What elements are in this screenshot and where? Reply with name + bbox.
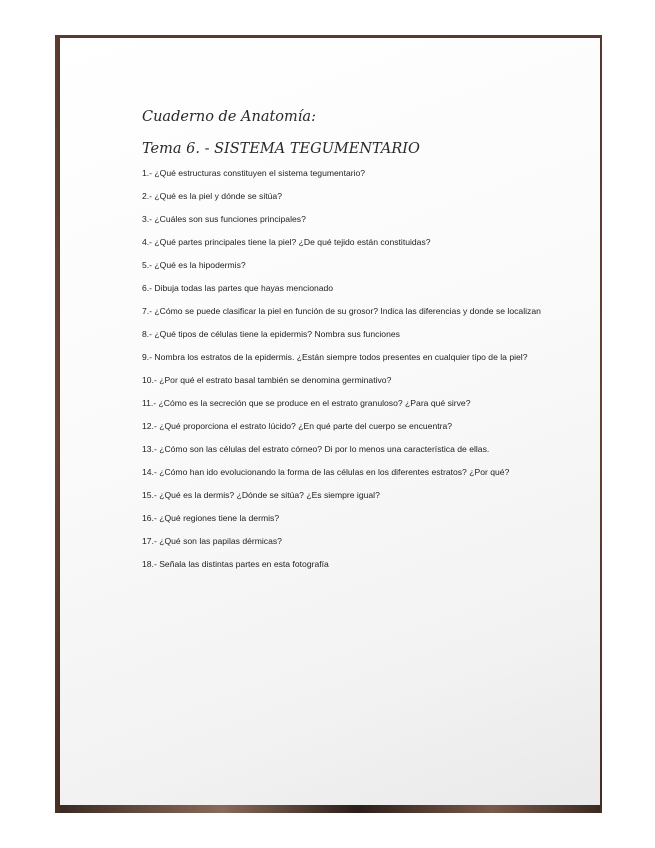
question-item: 1.- ¿Qué estructuras constituyen el sistema tegumentario? xyxy=(142,168,366,178)
question-item: 15.- ¿Qué es la dermis? ¿Dónde se sitúa? ¿Es siempre igual? xyxy=(142,490,380,500)
question-item: 18.- Señala las distintas partes en esta fotografía xyxy=(142,559,329,569)
sheet-bottom-edge xyxy=(60,805,600,813)
question-item: 10.- ¿Por qué el estrato basal también se denomina germinativo? xyxy=(142,375,392,385)
question-item: 7.- ¿Cómo se puede clasificar la piel en función de su grosor? Indica las diferencias y donde se localizan xyxy=(142,306,541,316)
question-item: 11.- ¿Cómo es la secreción que se produce en el estrato granuloso? ¿Para qué sirve? xyxy=(142,398,471,408)
worksheet-content xyxy=(142,108,542,582)
question-item: 14.- ¿Cómo han ido evolucionando la forma de las células en los diferentes estratos? ¿Por qué? xyxy=(142,467,510,477)
question-item: 16.- ¿Qué regiones tiene la dermis? xyxy=(142,513,280,523)
document-subtitle: Tema 6. - SISTEMA TEGUMENTARIO xyxy=(142,141,420,157)
question-item: 8.- ¿Qué tipos de células tiene la epidermis? Nombra sus funciones xyxy=(142,329,400,339)
question-item: 9.- Nombra los estratos de la epidermis. ¿Están siempre todos presentes en cualquier tipo de la piel? xyxy=(142,352,528,362)
question-list xyxy=(142,168,542,571)
question-item: 2.- ¿Qué es la piel y dónde se sitúa? xyxy=(142,191,282,201)
question-item: 17.- ¿Qué son las papilas dérmicas? xyxy=(142,536,282,546)
question-item: 13.- ¿Cómo son las células del estrato córneo? Di por lo menos una característica de ellas. xyxy=(142,444,490,454)
question-item: 12.- ¿Qué proporciona el estrato lúcido? ¿En qué parte del cuerpo se encuentra? xyxy=(142,421,453,431)
question-item: 4.- ¿Qué partes principales tiene la piel? ¿De qué tejido están constituidas? xyxy=(142,237,431,247)
document-title: Cuaderno de Anatomía: xyxy=(142,109,316,125)
question-item: 6.- Dibuja todas las partes que hayas mencionado xyxy=(142,283,334,293)
question-item: 3.- ¿Cuáles son sus funciones principales? xyxy=(142,214,306,224)
question-item: 5.- ¿Qué es la hipodermis? xyxy=(142,260,246,270)
